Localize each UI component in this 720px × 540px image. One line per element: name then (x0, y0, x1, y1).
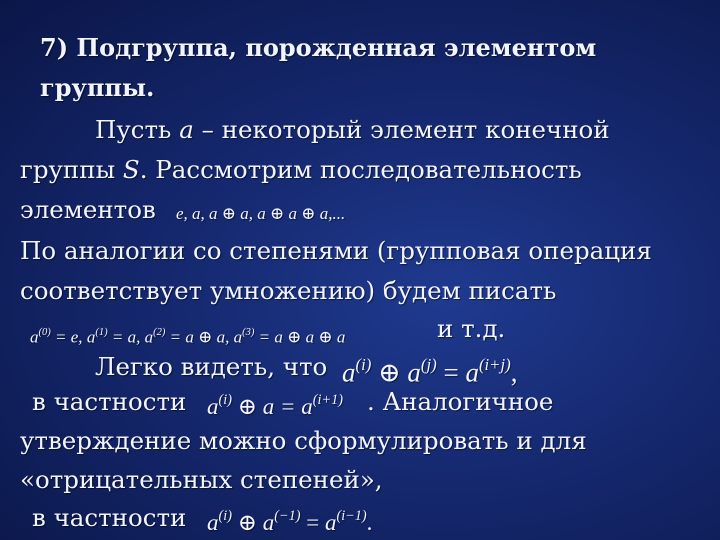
text-line-9: утверждение можно сформулировать и для (20, 426, 587, 455)
text-line-1: Пусть a – некоторый элемент конечной (95, 115, 610, 144)
var-a: a (179, 115, 194, 144)
text-line-8-tail: . Аналогичное (367, 387, 554, 416)
slide-title-line-2: группы. (40, 73, 155, 102)
text-line-11: в частности (32, 503, 187, 532)
text-line-7: Легко видеть, что (95, 352, 328, 381)
formula-product-powers: $a^{(i)}$ ⊕ $a^{(j)} = a^{(i+j)}$, (342, 355, 518, 388)
var-s: S (122, 155, 140, 184)
text-line-6-tail: и т.д. (437, 314, 506, 343)
text-line-10: «отрицательных степеней», (20, 465, 383, 494)
formula-negative-power: $a^{(i)}$ ⊕ $a^{(-1)} = a^{(i-1)}$. (207, 508, 373, 535)
text-line-2: группы S. Рассмотрим последовательность (20, 155, 582, 184)
slide-title-line-1: 7) Подгруппа, порожденная элементом (40, 33, 597, 62)
sequence-formula: e, a, a ⊕ a, a ⊕ a ⊕ a,... (176, 204, 346, 223)
powers-formula: $a^{(0)} = e$, $a^{(1)} = a$, $a^{(2)} = a$ ⊕ a, $a^{(3)} = a$ ⊕ a ⊕ a (30, 327, 346, 347)
text-line-4: По аналогии со степенями (групповая операция (20, 236, 652, 265)
text-line-8: в частности (32, 387, 187, 416)
text-line-5: соответствует умножению) будем писать (20, 276, 557, 305)
text-line-3: элементов (20, 195, 156, 224)
formula-next-power: $a^{(i)}$ ⊕ $a = a^{(i+1)}$ (207, 392, 343, 419)
